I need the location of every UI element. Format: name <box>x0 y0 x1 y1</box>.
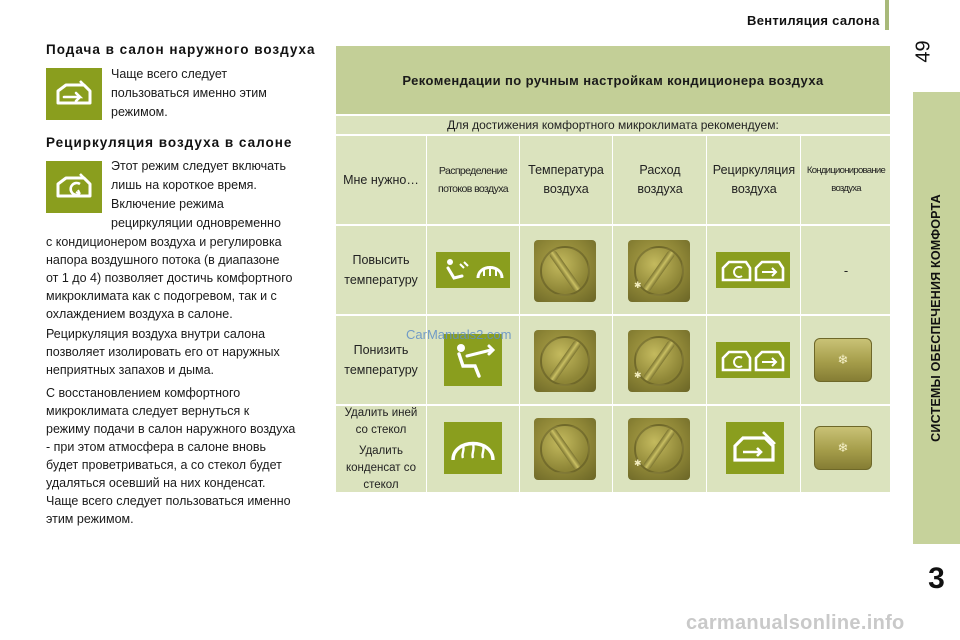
feet-windscreen-icon <box>436 252 510 288</box>
recirc-paragraph-line: Чаще всего следует пользоваться именно <box>46 494 291 508</box>
chapter-number: 3 <box>928 562 945 595</box>
col-distribution: Распределение потоков воздуха <box>438 165 508 195</box>
section-title: Вентиляция салона <box>747 13 880 28</box>
table-intro: Для достижения комфортного микроклимата рекомендуем: <box>336 116 890 134</box>
table-divider <box>336 314 890 316</box>
outside-air-icon <box>46 68 102 120</box>
recirc-paragraph-line: с кондиционером воздуха и регулировка <box>46 235 282 249</box>
recirc-paragraph-line: от 1 до 4) позволяет достичь комфортного <box>46 271 293 285</box>
recirc-line: Этот режим следует включать <box>111 159 287 173</box>
recirc-title: Рециркуляция воздуха в салоне <box>46 135 293 150</box>
outside-air-mode-icon <box>726 422 784 474</box>
recirc-outside-icon <box>716 342 790 378</box>
recirc-icon <box>46 161 102 213</box>
recirc-paragraph-line: охлаждением воздуха в салоне. <box>46 307 233 321</box>
recirc-line: Включение режима <box>111 197 224 211</box>
recirc-paragraph-line: позволяет изолировать его от наружных <box>46 345 280 359</box>
fan-knob-icon: ✱ <box>628 418 690 480</box>
col-recirculation: Рециркуляция воздуха <box>712 163 796 196</box>
table-row <box>336 406 890 492</box>
outside-air-line: режимом. <box>111 105 168 119</box>
recirc-paragraph-line: - при этом атмосфера в салоне вновь <box>46 440 267 454</box>
recirc-paragraph-line: удаляться осевший на них конденсат. <box>46 476 266 490</box>
recirc-paragraph-line: микроклимата следует вернуться к <box>46 404 250 418</box>
outside-air-line: пользоваться именно этим <box>111 86 267 100</box>
outside-air-title: Подача в салон наружного воздуха <box>46 42 316 57</box>
windscreen-demist-icon <box>444 422 502 474</box>
table-divider <box>336 404 890 406</box>
table-title: Рекомендации по ручным настройкам кондиционера воздуха <box>336 46 890 114</box>
outside-air-line: Чаще всего следует <box>111 67 228 81</box>
temperature-knob-icon <box>534 330 596 392</box>
page-number: 49 <box>912 40 935 63</box>
table-header-row <box>336 136 890 224</box>
recirc-paragraph-line: этим режимом. <box>46 512 134 526</box>
recirc-paragraph-line: неприятных запахов и дыма. <box>46 363 214 377</box>
recirc-line: лишь на короткое время. <box>111 178 257 192</box>
col-flow: Расход воздуха <box>637 163 683 196</box>
recirc-paragraph-line: Рециркуляция воздуха внутри салона <box>46 327 266 341</box>
recirc-paragraph-line: напора воздушного потока (в диапазоне <box>46 253 280 267</box>
fan-knob-icon: ✱ <box>628 240 690 302</box>
recirc-outside-icon <box>716 252 790 288</box>
row-label: Понизить температуру <box>344 343 418 377</box>
fan-knob-icon: ✱ <box>628 330 690 392</box>
col-temperature: Температура воздуха <box>528 163 604 196</box>
temperature-knob-icon <box>534 240 596 302</box>
row-label: Удалить иней со стекол Удалить конденсат со стекол <box>344 406 418 491</box>
temperature-knob-icon <box>534 418 596 480</box>
ac-button-icon: ❄ <box>814 338 872 382</box>
ac-value: - <box>843 262 849 278</box>
row-label: Повысить температуру <box>344 253 418 287</box>
side-tab-label: СИСТЕМЫ ОБЕСПЕЧЕНИЯ КОМФОРТА <box>928 194 943 442</box>
recirc-paragraph-line: микроклимата как с подогревом, так и с <box>46 289 277 303</box>
header-accent-bar <box>885 0 889 30</box>
table-row <box>336 226 890 314</box>
col-ac: Кондиционирование воздуха <box>806 165 886 194</box>
recirc-paragraph-line: С восстановлением комфортного <box>46 386 241 400</box>
recirc-paragraph-line: будет проветриваться, а со стекол будет <box>46 458 282 472</box>
col-need: Мне нужно… <box>343 173 419 187</box>
side-tab <box>912 92 959 544</box>
watermark: CarManuals2.com <box>406 327 512 342</box>
recirc-paragraph-line: режиму подачи в салон наружного воздуха <box>46 422 296 436</box>
ac-button-icon: ❄ <box>814 426 872 470</box>
table-divider <box>336 224 890 226</box>
footer-watermark: carmanualsonline.info <box>686 612 905 634</box>
recirc-line: рециркуляции одновременно <box>111 216 281 230</box>
